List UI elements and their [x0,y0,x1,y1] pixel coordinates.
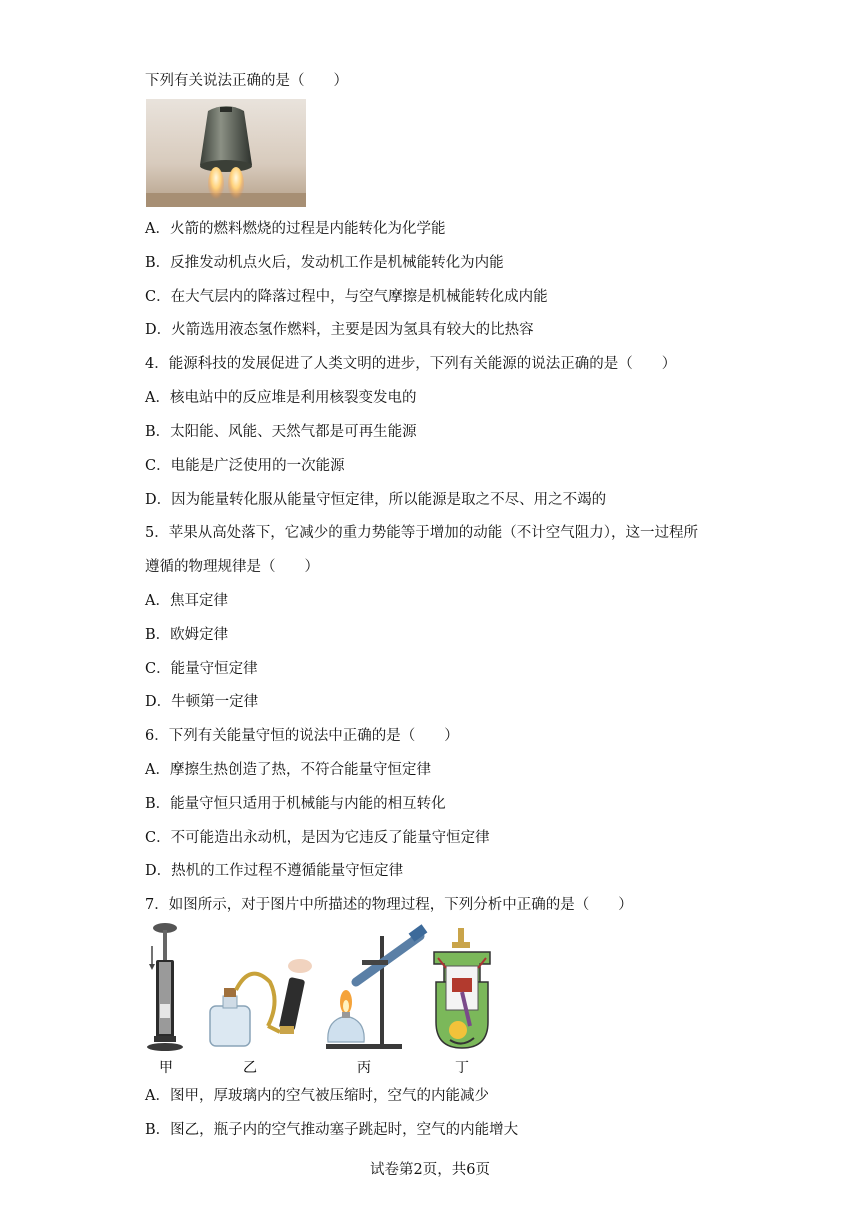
q6-stem: 6．下列有关能量守恒的说法中正确的是（ ） [145,728,459,744]
figure-label-yi: 乙 [243,1060,257,1076]
q5-option-d: D．牛顿第一定律 [145,694,259,710]
q7-figures [140,922,540,1080]
q5-option-a: A．焦耳定律 [145,593,228,609]
q4-option-d: D．因为能量转化服从能量守恒定律，所以能源是取之不尽、用之不竭的 [145,492,607,508]
q7-option-a: A．图甲，厚玻璃内的空气被压缩时，空气的内能减少 [145,1088,489,1104]
q6-option-c: C．不可能造出永动机，是因为它违反了能量守恒定律 [145,830,490,846]
q3-option-a: A．火箭的燃料燃烧的过程是内能转化为化学能 [145,221,446,237]
q5-option-b: B．欧姆定律 [145,627,229,643]
figure-label-jia: 甲 [159,1060,173,1076]
q4-stem: 4．能源科技的发展促进了人类文明的进步，下列有关能源的说法正确的是（ ） [145,356,677,372]
q3-option-d: D．火箭选用液态氢作燃料，主要是因为氢具有较大的比热容 [145,322,534,338]
figure-label-ding: 丁 [455,1060,469,1076]
q6-option-b: B．能量守恒只适用于机械能与内能的相互转化 [145,796,446,812]
q4-option-a: A．核电站中的反应堆是利用核裂变发电的 [145,390,417,406]
figure-yi-bottle-pump [210,959,312,1046]
return-capsule-image [146,99,306,207]
q5-option-c: C．能量守恒定律 [145,661,258,677]
q3-stem: 下列有关说法正确的是（ ） [145,73,348,89]
q4-option-c: C．电能是广泛使用的一次能源 [145,458,345,474]
q5-stem-line1: 5．苹果从高处落下，它减少的重力势能等于增加的动能（不计空气阻力），这一过程所 [145,525,698,541]
q7-option-b: B．图乙，瓶子内的空气推动塞子跳起时，空气的内能增大 [145,1122,519,1138]
q3-option-c: C．在大气层内的降落过程中，与空气摩擦是机械能转化成内能 [145,289,548,305]
figure-label-bing: 丙 [357,1060,371,1076]
q3-option-b: B．反推发动机点火后，发动机工作是机械能转化为内能 [145,255,504,271]
q5-stem-line2: 遵循的物理规律是（ ） [145,559,319,575]
q7-stem: 7．如图所示，对于图片中所描述的物理过程，下列分析中正确的是（ ） [145,897,633,913]
q6-option-a: A．摩擦生热创造了热，不符合能量守恒定律 [145,762,431,778]
figure-jia-compression-tube [147,923,183,1051]
figure-ding-engine-cylinder [434,928,490,1048]
figure-bing-test-tube-burner [326,924,427,1049]
page-footer: 试卷第2页，共6页 [370,1162,490,1178]
q4-option-b: B．太阳能、风能、天然气都是可再生能源 [145,424,417,440]
q6-option-d: D．热机的工作过程不遵循能量守恒定律 [145,863,404,879]
